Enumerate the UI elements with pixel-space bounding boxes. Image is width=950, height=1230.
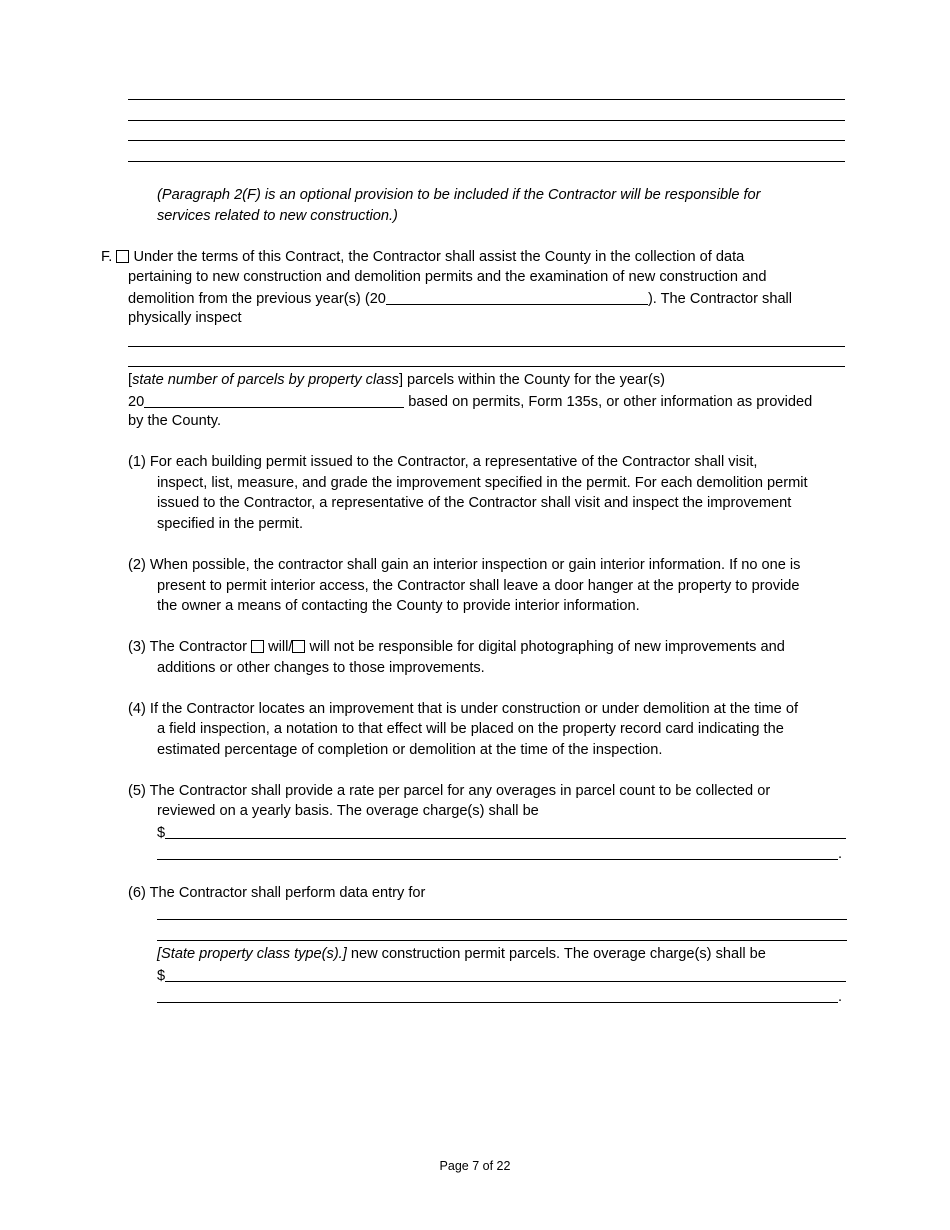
overage-charge-blank[interactable] [157, 845, 838, 860]
item-1-text: issued to the Contractor, a representative of the Contractor shall visit and inspect the improvement [157, 495, 792, 511]
overage-charge-blank[interactable] [165, 824, 846, 839]
property-class-blank[interactable] [157, 940, 847, 941]
item-1-text: inspect, list, measure, and grade the improvement specified in the permit. For each demolition permit [157, 475, 808, 491]
optional-provision-note: (Paragraph 2(F) is an optional provision to be included if the Contractor will be responsible for [157, 187, 761, 203]
item-6-text: (6) The Contractor shall perform data entry for [128, 885, 426, 901]
section-f-line: [state number of parcels by property class] parcels within the County for the year(s) [128, 372, 665, 388]
item-5-text: reviewed on a yearly basis. The overage charge(s) shall be [157, 803, 539, 819]
overage-charge-blank[interactable] [157, 988, 838, 1003]
section-f-line: by the County. [128, 413, 222, 429]
item-2-text: present to permit interior access, the Contractor shall leave a door hanger at the property to provide [157, 578, 800, 594]
optional-provision-note: services related to new construction.) [157, 208, 398, 224]
item-1-text: specified in the permit. [157, 516, 304, 532]
year-blank[interactable] [144, 393, 404, 408]
section-f-line: 20 based on permits, Form 135s, or other information as provided [128, 394, 813, 410]
section-f-line: pertaining to new construction and demolition permits and the examination of new construction and [128, 269, 767, 285]
parcel-count-blank[interactable] [128, 366, 845, 367]
item-3-text: (3) The Contractor will/ will not be responsible for digital photographing of new improvements and [128, 639, 785, 655]
blank-line[interactable] [128, 140, 845, 141]
item-5-text: . [157, 845, 842, 863]
item-6-text: [State property class type(s).] new construction permit parcels. The overage charge(s) shall be [157, 946, 766, 962]
item-4-text: a field inspection, a notation to that effect will be placed on the property record card indicating the [157, 721, 784, 737]
section-f-line: F. Under the terms of this Contract, the Contractor shall assist the County in the collection of data [101, 249, 745, 265]
overage-charge-blank[interactable] [165, 967, 846, 982]
section-f-label: F. [101, 249, 113, 265]
section-f-checkbox[interactable] [116, 250, 129, 263]
item-5-text: (5) The Contractor shall provide a rate per parcel for any overages in parcel count to be collected or [128, 783, 771, 799]
item-2-text: (2) When possible, the contractor shall gain an interior inspection or gain interior information. If no one is [128, 557, 801, 573]
page-number: Page 7 of 22 [439, 1159, 511, 1173]
item-3-text: additions or other changes to those improvements. [157, 660, 485, 676]
parcel-count-blank[interactable] [128, 346, 845, 347]
section-f-line: physically inspect [128, 310, 242, 326]
item-2-text: the owner a means of contacting the County to provide interior information. [157, 598, 640, 614]
item-4-text: estimated percentage of completion or demolition at the time of the inspection. [157, 742, 663, 758]
item-6-text [157, 967, 846, 985]
year-blank[interactable] [386, 290, 648, 305]
will-checkbox[interactable] [251, 640, 264, 653]
item-6-text: . [157, 988, 842, 1006]
section-f-line: demolition from the previous year(s) (20 ). The Contractor shall [128, 291, 793, 307]
blank-line[interactable] [128, 120, 845, 121]
item-5-text [157, 824, 846, 842]
item-4-text: (4) If the Contractor locates an improvement that is under construction or under demolition at the time of [128, 701, 799, 717]
blank-line[interactable] [128, 99, 845, 100]
item-1-text: (1) For each building permit issued to the Contractor, a representative of the Contractor shall visit, [128, 454, 758, 470]
will-not-checkbox[interactable] [292, 640, 305, 653]
blank-line[interactable] [128, 161, 845, 162]
dollar-sign: $ [157, 825, 166, 841]
dollar-sign: $ [157, 968, 166, 984]
property-class-blank[interactable] [157, 919, 847, 920]
